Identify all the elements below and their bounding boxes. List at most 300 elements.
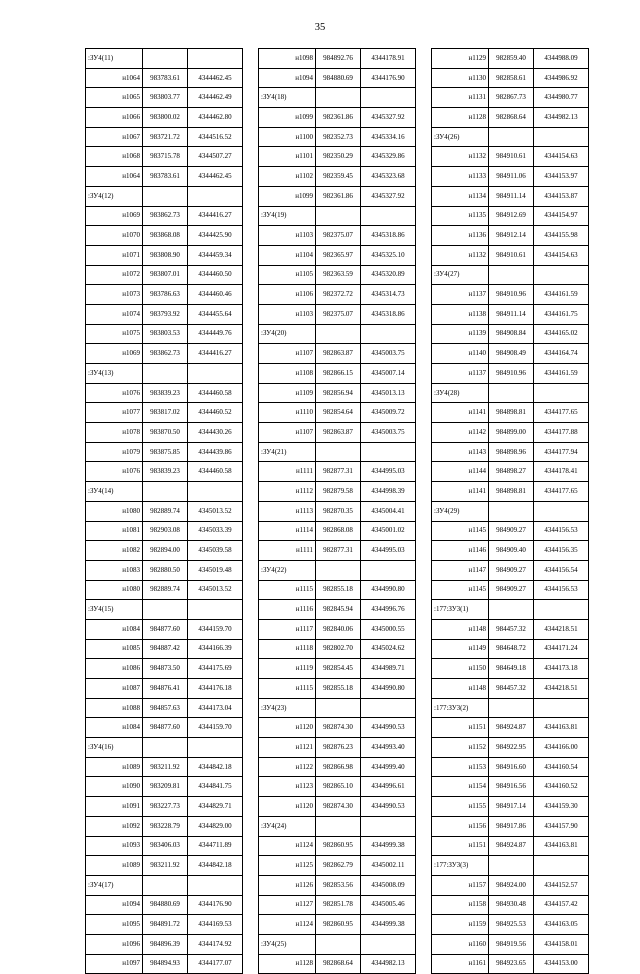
y-coordinate-cell: 4344982.13 (534, 108, 589, 128)
point-label-cell: н1108 (259, 364, 316, 384)
point-label-cell: н1080 (86, 580, 143, 600)
x-coordinate-cell: 982903.08 (143, 521, 188, 541)
x-coordinate-cell: 984857.63 (143, 698, 188, 718)
table-row (432, 560, 589, 580)
x-coordinate-cell: 984648.72 (489, 639, 534, 659)
x-coordinate-cell: 984892.76 (316, 49, 361, 69)
table-row (259, 856, 416, 876)
table-row (259, 501, 416, 521)
y-coordinate-cell (361, 934, 416, 954)
x-coordinate-cell: 983209.81 (143, 777, 188, 797)
table-row (86, 934, 243, 954)
parcel-header-row (432, 127, 589, 147)
point-label-cell: н1083 (86, 560, 143, 580)
parcel-id-cell: :177:ЗУ3(1) (432, 600, 489, 620)
point-label-cell: н1089 (86, 856, 143, 876)
point-label-cell: н1121 (259, 738, 316, 758)
x-coordinate-cell: 984899.00 (489, 423, 534, 443)
point-label-cell: н1141 (432, 482, 489, 502)
x-coordinate-cell: 984898.96 (489, 442, 534, 462)
point-label-cell: н1102 (259, 167, 316, 187)
x-coordinate-cell: 982889.74 (143, 501, 188, 521)
x-coordinate-cell: 982865.10 (316, 777, 361, 797)
x-coordinate-cell: 984649.18 (489, 659, 534, 679)
x-coordinate-cell (489, 501, 534, 521)
y-coordinate-cell: 4345003.75 (361, 344, 416, 364)
table-row (432, 757, 589, 777)
y-coordinate-cell: 4344176.90 (361, 68, 416, 88)
parcel-header-row (432, 856, 589, 876)
y-coordinate-cell: 4344163.81 (534, 718, 589, 738)
x-coordinate-cell: 983211.92 (143, 856, 188, 876)
y-coordinate-cell: 4344993.40 (361, 738, 416, 758)
parcel-id-cell: :ЗУ4(17) (86, 875, 143, 895)
x-coordinate-cell: 984910.61 (489, 147, 534, 167)
y-coordinate-cell: 4344842.18 (188, 757, 243, 777)
y-coordinate-cell: 4344995.03 (361, 462, 416, 482)
table-row (86, 206, 243, 226)
y-coordinate-cell: 4344160.54 (534, 757, 589, 777)
table-row (432, 521, 589, 541)
point-label-cell: н1126 (259, 875, 316, 895)
x-coordinate-cell (489, 127, 534, 147)
point-label-cell: н1142 (432, 423, 489, 443)
y-coordinate-cell: 4344416.27 (188, 344, 243, 364)
table-row (86, 68, 243, 88)
y-coordinate-cell: 4344999.38 (361, 915, 416, 935)
x-coordinate-cell: 984910.96 (489, 285, 534, 305)
y-coordinate-cell: 4344218.51 (534, 619, 589, 639)
y-coordinate-cell: 4344711.89 (188, 836, 243, 856)
y-coordinate-cell: 4345327.92 (361, 186, 416, 206)
point-label-cell: н1112 (259, 482, 316, 502)
table-row (432, 226, 589, 246)
table-row (432, 934, 589, 954)
y-coordinate-cell: 4344159.30 (534, 797, 589, 817)
y-coordinate-cell (361, 816, 416, 836)
x-coordinate-cell (143, 738, 188, 758)
x-coordinate-cell: 984898.81 (489, 403, 534, 423)
parcel-id-cell: :ЗУ4(26) (432, 127, 489, 147)
point-label-cell: н1077 (86, 403, 143, 423)
point-label-cell: н1120 (259, 797, 316, 817)
point-label-cell: н1094 (86, 895, 143, 915)
y-coordinate-cell (361, 698, 416, 718)
table-row (86, 580, 243, 600)
y-coordinate-cell (361, 324, 416, 344)
y-coordinate-cell: 4345033.39 (188, 521, 243, 541)
x-coordinate-cell: 984880.69 (316, 68, 361, 88)
parcel-header-row (432, 600, 589, 620)
x-coordinate-cell: 984908.84 (489, 324, 534, 344)
y-coordinate-cell: 4345318.86 (361, 226, 416, 246)
y-coordinate-cell: 4344158.01 (534, 934, 589, 954)
y-coordinate-cell: 4345314.73 (361, 285, 416, 305)
x-coordinate-cell: 982853.56 (316, 875, 361, 895)
y-coordinate-cell: 4344829.00 (188, 816, 243, 836)
y-coordinate-cell: 4344152.57 (534, 875, 589, 895)
y-coordinate-cell: 4344166.00 (534, 738, 589, 758)
x-coordinate-cell: 982876.23 (316, 738, 361, 758)
x-coordinate-cell: 984873.50 (143, 659, 188, 679)
x-coordinate-cell: 982845.94 (316, 600, 361, 620)
point-label-cell: н1156 (432, 816, 489, 836)
y-coordinate-cell: 4344829.71 (188, 797, 243, 817)
point-label-cell: н1138 (432, 304, 489, 324)
table-row (259, 462, 416, 482)
x-coordinate-cell: 984917.14 (489, 797, 534, 817)
point-label-cell: н1067 (86, 127, 143, 147)
y-coordinate-cell: 4345323.68 (361, 167, 416, 187)
x-coordinate-cell: 982854.45 (316, 659, 361, 679)
point-label-cell: н1136 (432, 226, 489, 246)
point-label-cell: н1111 (259, 541, 316, 561)
table-row (432, 738, 589, 758)
x-coordinate-cell: 984925.53 (489, 915, 534, 935)
table-row (86, 324, 243, 344)
parcel-header-row (259, 324, 416, 344)
y-coordinate-cell: 4345325.10 (361, 245, 416, 265)
table-row (86, 521, 243, 541)
table-row (86, 285, 243, 305)
parcel-header-row (86, 186, 243, 206)
table-row (86, 501, 243, 521)
point-label-cell: н1095 (86, 915, 143, 935)
y-coordinate-cell (188, 186, 243, 206)
x-coordinate-cell: 984876.41 (143, 679, 188, 699)
parcel-id-cell: :ЗУ4(24) (259, 816, 316, 836)
y-coordinate-cell: 4345039.58 (188, 541, 243, 561)
parcel-header-row (259, 88, 416, 108)
x-coordinate-cell: 984910.61 (489, 245, 534, 265)
table-row (432, 49, 589, 69)
table-row (432, 659, 589, 679)
y-coordinate-cell: 4344178.41 (534, 462, 589, 482)
parcel-id-cell: :177:ЗУ3(2) (432, 698, 489, 718)
y-coordinate-cell: 4344999.40 (361, 757, 416, 777)
x-coordinate-cell: 984896.39 (143, 934, 188, 954)
point-label-cell: н1091 (86, 797, 143, 817)
y-coordinate-cell: 4344430.26 (188, 423, 243, 443)
point-label-cell: н1123 (259, 777, 316, 797)
point-label-cell: н1116 (259, 600, 316, 620)
y-coordinate-cell: 4344176.90 (188, 895, 243, 915)
x-coordinate-cell: 982863.87 (316, 423, 361, 443)
table-row (86, 245, 243, 265)
table-row (432, 541, 589, 561)
x-coordinate-cell: 982855.18 (316, 580, 361, 600)
x-coordinate-cell: 983793.92 (143, 304, 188, 324)
y-coordinate-cell (361, 88, 416, 108)
parcel-header-row (259, 442, 416, 462)
x-coordinate-cell: 982866.98 (316, 757, 361, 777)
point-label-cell: н1065 (86, 88, 143, 108)
point-label-cell: н1132 (432, 147, 489, 167)
table-row (86, 383, 243, 403)
y-coordinate-cell: 4345005.46 (361, 895, 416, 915)
point-label-cell: н1076 (86, 462, 143, 482)
x-coordinate-cell: 983817.02 (143, 403, 188, 423)
point-label-cell: н1097 (86, 954, 143, 974)
table-row (432, 108, 589, 128)
table-row (259, 875, 416, 895)
point-label-cell: н1157 (432, 875, 489, 895)
y-coordinate-cell: 4344462.80 (188, 108, 243, 128)
x-coordinate-cell: 984910.96 (489, 364, 534, 384)
table-row (259, 521, 416, 541)
point-label-cell: н1130 (432, 68, 489, 88)
table-row (259, 403, 416, 423)
point-label-cell: н1124 (259, 915, 316, 935)
y-coordinate-cell: 4344161.75 (534, 304, 589, 324)
y-coordinate-cell (188, 364, 243, 384)
parcel-id-cell: :ЗУ4(25) (259, 934, 316, 954)
point-label-cell: н1078 (86, 423, 143, 443)
x-coordinate-cell: 984909.27 (489, 560, 534, 580)
point-label-cell: н1098 (259, 49, 316, 69)
x-coordinate-cell (489, 600, 534, 620)
y-coordinate-cell: 4344159.70 (188, 619, 243, 639)
y-coordinate-cell: 4344990.80 (361, 679, 416, 699)
parcel-header-row (259, 816, 416, 836)
point-label-cell: н1105 (259, 265, 316, 285)
point-label-cell: н1064 (86, 68, 143, 88)
x-coordinate-cell: 984894.93 (143, 954, 188, 974)
table-row (86, 226, 243, 246)
table-row (86, 423, 243, 443)
point-label-cell: н1087 (86, 679, 143, 699)
point-label-cell: н1072 (86, 265, 143, 285)
y-coordinate-cell: 4344425.90 (188, 226, 243, 246)
x-coordinate-cell: 984930.48 (489, 895, 534, 915)
point-label-cell: н1069 (86, 206, 143, 226)
table-row (86, 344, 243, 364)
table-row (432, 836, 589, 856)
point-label-cell: н1110 (259, 403, 316, 423)
x-coordinate-cell: 983803.77 (143, 88, 188, 108)
x-coordinate-cell: 982868.08 (316, 521, 361, 541)
y-coordinate-cell: 4344177.07 (188, 954, 243, 974)
point-label-cell: н1114 (259, 521, 316, 541)
x-coordinate-cell (489, 698, 534, 718)
point-label-cell: н1160 (432, 934, 489, 954)
x-coordinate-cell: 984924.87 (489, 836, 534, 856)
table-row (259, 127, 416, 147)
x-coordinate-cell: 983721.72 (143, 127, 188, 147)
x-coordinate-cell: 982866.15 (316, 364, 361, 384)
table-row (259, 836, 416, 856)
x-coordinate-cell: 984912.69 (489, 206, 534, 226)
table-row (259, 738, 416, 758)
table-row (86, 836, 243, 856)
parcel-header-row (259, 934, 416, 954)
x-coordinate-cell (316, 324, 361, 344)
y-coordinate-cell: 4344982.13 (361, 954, 416, 974)
point-label-cell: н1096 (86, 934, 143, 954)
point-label-cell: н1086 (86, 659, 143, 679)
y-coordinate-cell: 4344154.97 (534, 206, 589, 226)
x-coordinate-cell: 982879.58 (316, 482, 361, 502)
x-coordinate-cell (489, 383, 534, 403)
parcel-header-row (432, 383, 589, 403)
y-coordinate-cell: 4345329.86 (361, 147, 416, 167)
point-label-cell: н1094 (259, 68, 316, 88)
table-row (86, 679, 243, 699)
x-coordinate-cell (489, 856, 534, 876)
x-coordinate-cell: 984457.32 (489, 679, 534, 699)
point-label-cell: н1146 (432, 541, 489, 561)
table-row (432, 442, 589, 462)
y-coordinate-cell (534, 501, 589, 521)
table-row (432, 364, 589, 384)
y-coordinate-cell: 4344460.52 (188, 403, 243, 423)
y-coordinate-cell: 4344996.61 (361, 777, 416, 797)
y-coordinate-cell: 4344177.65 (534, 403, 589, 423)
y-coordinate-cell: 4344153.87 (534, 186, 589, 206)
x-coordinate-cell: 982894.00 (143, 541, 188, 561)
y-coordinate-cell (534, 600, 589, 620)
x-coordinate-cell: 982874.30 (316, 718, 361, 738)
point-label-cell: н1149 (432, 639, 489, 659)
table-row (432, 403, 589, 423)
parcel-id-cell: :ЗУ4(13) (86, 364, 143, 384)
y-coordinate-cell: 4344462.49 (188, 88, 243, 108)
table-row (432, 245, 589, 265)
x-coordinate-cell: 982361.86 (316, 186, 361, 206)
point-label-cell: н1084 (86, 718, 143, 738)
parcel-id-cell: :ЗУ4(12) (86, 186, 143, 206)
parcel-id-cell: :ЗУ4(28) (432, 383, 489, 403)
table-row (259, 541, 416, 561)
parcel-id-cell: :ЗУ4(22) (259, 560, 316, 580)
x-coordinate-cell: 982802.70 (316, 639, 361, 659)
table-row (432, 718, 589, 738)
x-coordinate-cell: 983800.02 (143, 108, 188, 128)
point-label-cell: н1073 (86, 285, 143, 305)
table-row (432, 915, 589, 935)
page-number: 35 (314, 22, 326, 33)
x-coordinate-cell: 984909.27 (489, 521, 534, 541)
x-coordinate-cell: 982840.06 (316, 619, 361, 639)
y-coordinate-cell: 4345334.16 (361, 127, 416, 147)
x-coordinate-cell: 982874.30 (316, 797, 361, 817)
table-row (259, 68, 416, 88)
table-row (259, 915, 416, 935)
x-coordinate-cell: 984898.81 (489, 482, 534, 502)
point-label-cell: н1128 (259, 954, 316, 974)
table-row (259, 285, 416, 305)
y-coordinate-cell: 4344174.92 (188, 934, 243, 954)
x-coordinate-cell: 984911.14 (489, 304, 534, 324)
y-coordinate-cell: 4344156.35 (534, 541, 589, 561)
y-coordinate-cell: 4344459.34 (188, 245, 243, 265)
table-row (259, 757, 416, 777)
table-row (259, 364, 416, 384)
point-label-cell: н1154 (432, 777, 489, 797)
point-label-cell: н1140 (432, 344, 489, 364)
parcel-id-cell: :ЗУ4(14) (86, 482, 143, 502)
x-coordinate-cell: 984911.06 (489, 167, 534, 187)
table-row (86, 797, 243, 817)
parcel-header-row (86, 738, 243, 758)
y-coordinate-cell: 4344177.88 (534, 423, 589, 443)
point-label-cell: н1070 (86, 226, 143, 246)
parcel-id-cell: :ЗУ4(16) (86, 738, 143, 758)
x-coordinate-cell: 983839.23 (143, 462, 188, 482)
point-label-cell: н1128 (432, 108, 489, 128)
y-coordinate-cell: 4345009.72 (361, 403, 416, 423)
x-coordinate-cell: 982372.72 (316, 285, 361, 305)
table-row (259, 600, 416, 620)
y-coordinate-cell: 4344163.81 (534, 836, 589, 856)
y-coordinate-cell: 4344990.53 (361, 718, 416, 738)
point-label-cell: н1120 (259, 718, 316, 738)
point-label-cell: н1066 (86, 108, 143, 128)
table-row (259, 304, 416, 324)
table-row (86, 265, 243, 285)
y-coordinate-cell (188, 738, 243, 758)
point-label-cell: н1074 (86, 304, 143, 324)
x-coordinate-cell: 984924.00 (489, 875, 534, 895)
y-coordinate-cell: 4344416.27 (188, 206, 243, 226)
table-row (432, 816, 589, 836)
y-coordinate-cell: 4345001.02 (361, 521, 416, 541)
y-coordinate-cell (188, 482, 243, 502)
table-row (259, 265, 416, 285)
x-coordinate-cell: 982854.64 (316, 403, 361, 423)
x-coordinate-cell: 982860.95 (316, 836, 361, 856)
point-label-cell: н1148 (432, 679, 489, 699)
y-coordinate-cell: 4344178.91 (361, 49, 416, 69)
y-coordinate-cell: 4344989.71 (361, 659, 416, 679)
parcel-id-cell: :ЗУ4(27) (432, 265, 489, 285)
x-coordinate-cell (316, 698, 361, 718)
x-coordinate-cell: 982868.64 (489, 108, 534, 128)
point-label-cell: н1139 (432, 324, 489, 344)
x-coordinate-cell: 982363.59 (316, 265, 361, 285)
x-coordinate-cell: 984877.60 (143, 718, 188, 738)
table-row (432, 344, 589, 364)
point-label-cell: н1107 (259, 423, 316, 443)
point-label-cell: н1132 (432, 245, 489, 265)
table-row (432, 68, 589, 88)
x-coordinate-cell: 983406.03 (143, 836, 188, 856)
point-label-cell: н1081 (86, 521, 143, 541)
x-coordinate-cell: 983211.92 (143, 757, 188, 777)
point-label-cell: н1113 (259, 501, 316, 521)
y-coordinate-cell: 4344177.94 (534, 442, 589, 462)
y-coordinate-cell: 4344998.39 (361, 482, 416, 502)
y-coordinate-cell: 4344159.70 (188, 718, 243, 738)
point-label-cell: н1100 (259, 127, 316, 147)
coordinates-table-middle (258, 48, 416, 974)
y-coordinate-cell: 4344164.74 (534, 344, 589, 364)
x-coordinate-cell: 984909.40 (489, 541, 534, 561)
y-coordinate-cell: 4344171.24 (534, 639, 589, 659)
table-row (432, 206, 589, 226)
parcel-id-cell: :177:ЗУ3(3) (432, 856, 489, 876)
point-label-cell: н1155 (432, 797, 489, 817)
point-label-cell: н1099 (259, 186, 316, 206)
parcel-header-row (259, 206, 416, 226)
y-coordinate-cell: 4345318.86 (361, 304, 416, 324)
parcel-header-row (432, 501, 589, 521)
x-coordinate-cell: 983803.53 (143, 324, 188, 344)
point-label-cell: н1124 (259, 836, 316, 856)
table-row (86, 462, 243, 482)
point-label-cell: н1089 (86, 757, 143, 777)
x-coordinate-cell: 982855.18 (316, 679, 361, 699)
